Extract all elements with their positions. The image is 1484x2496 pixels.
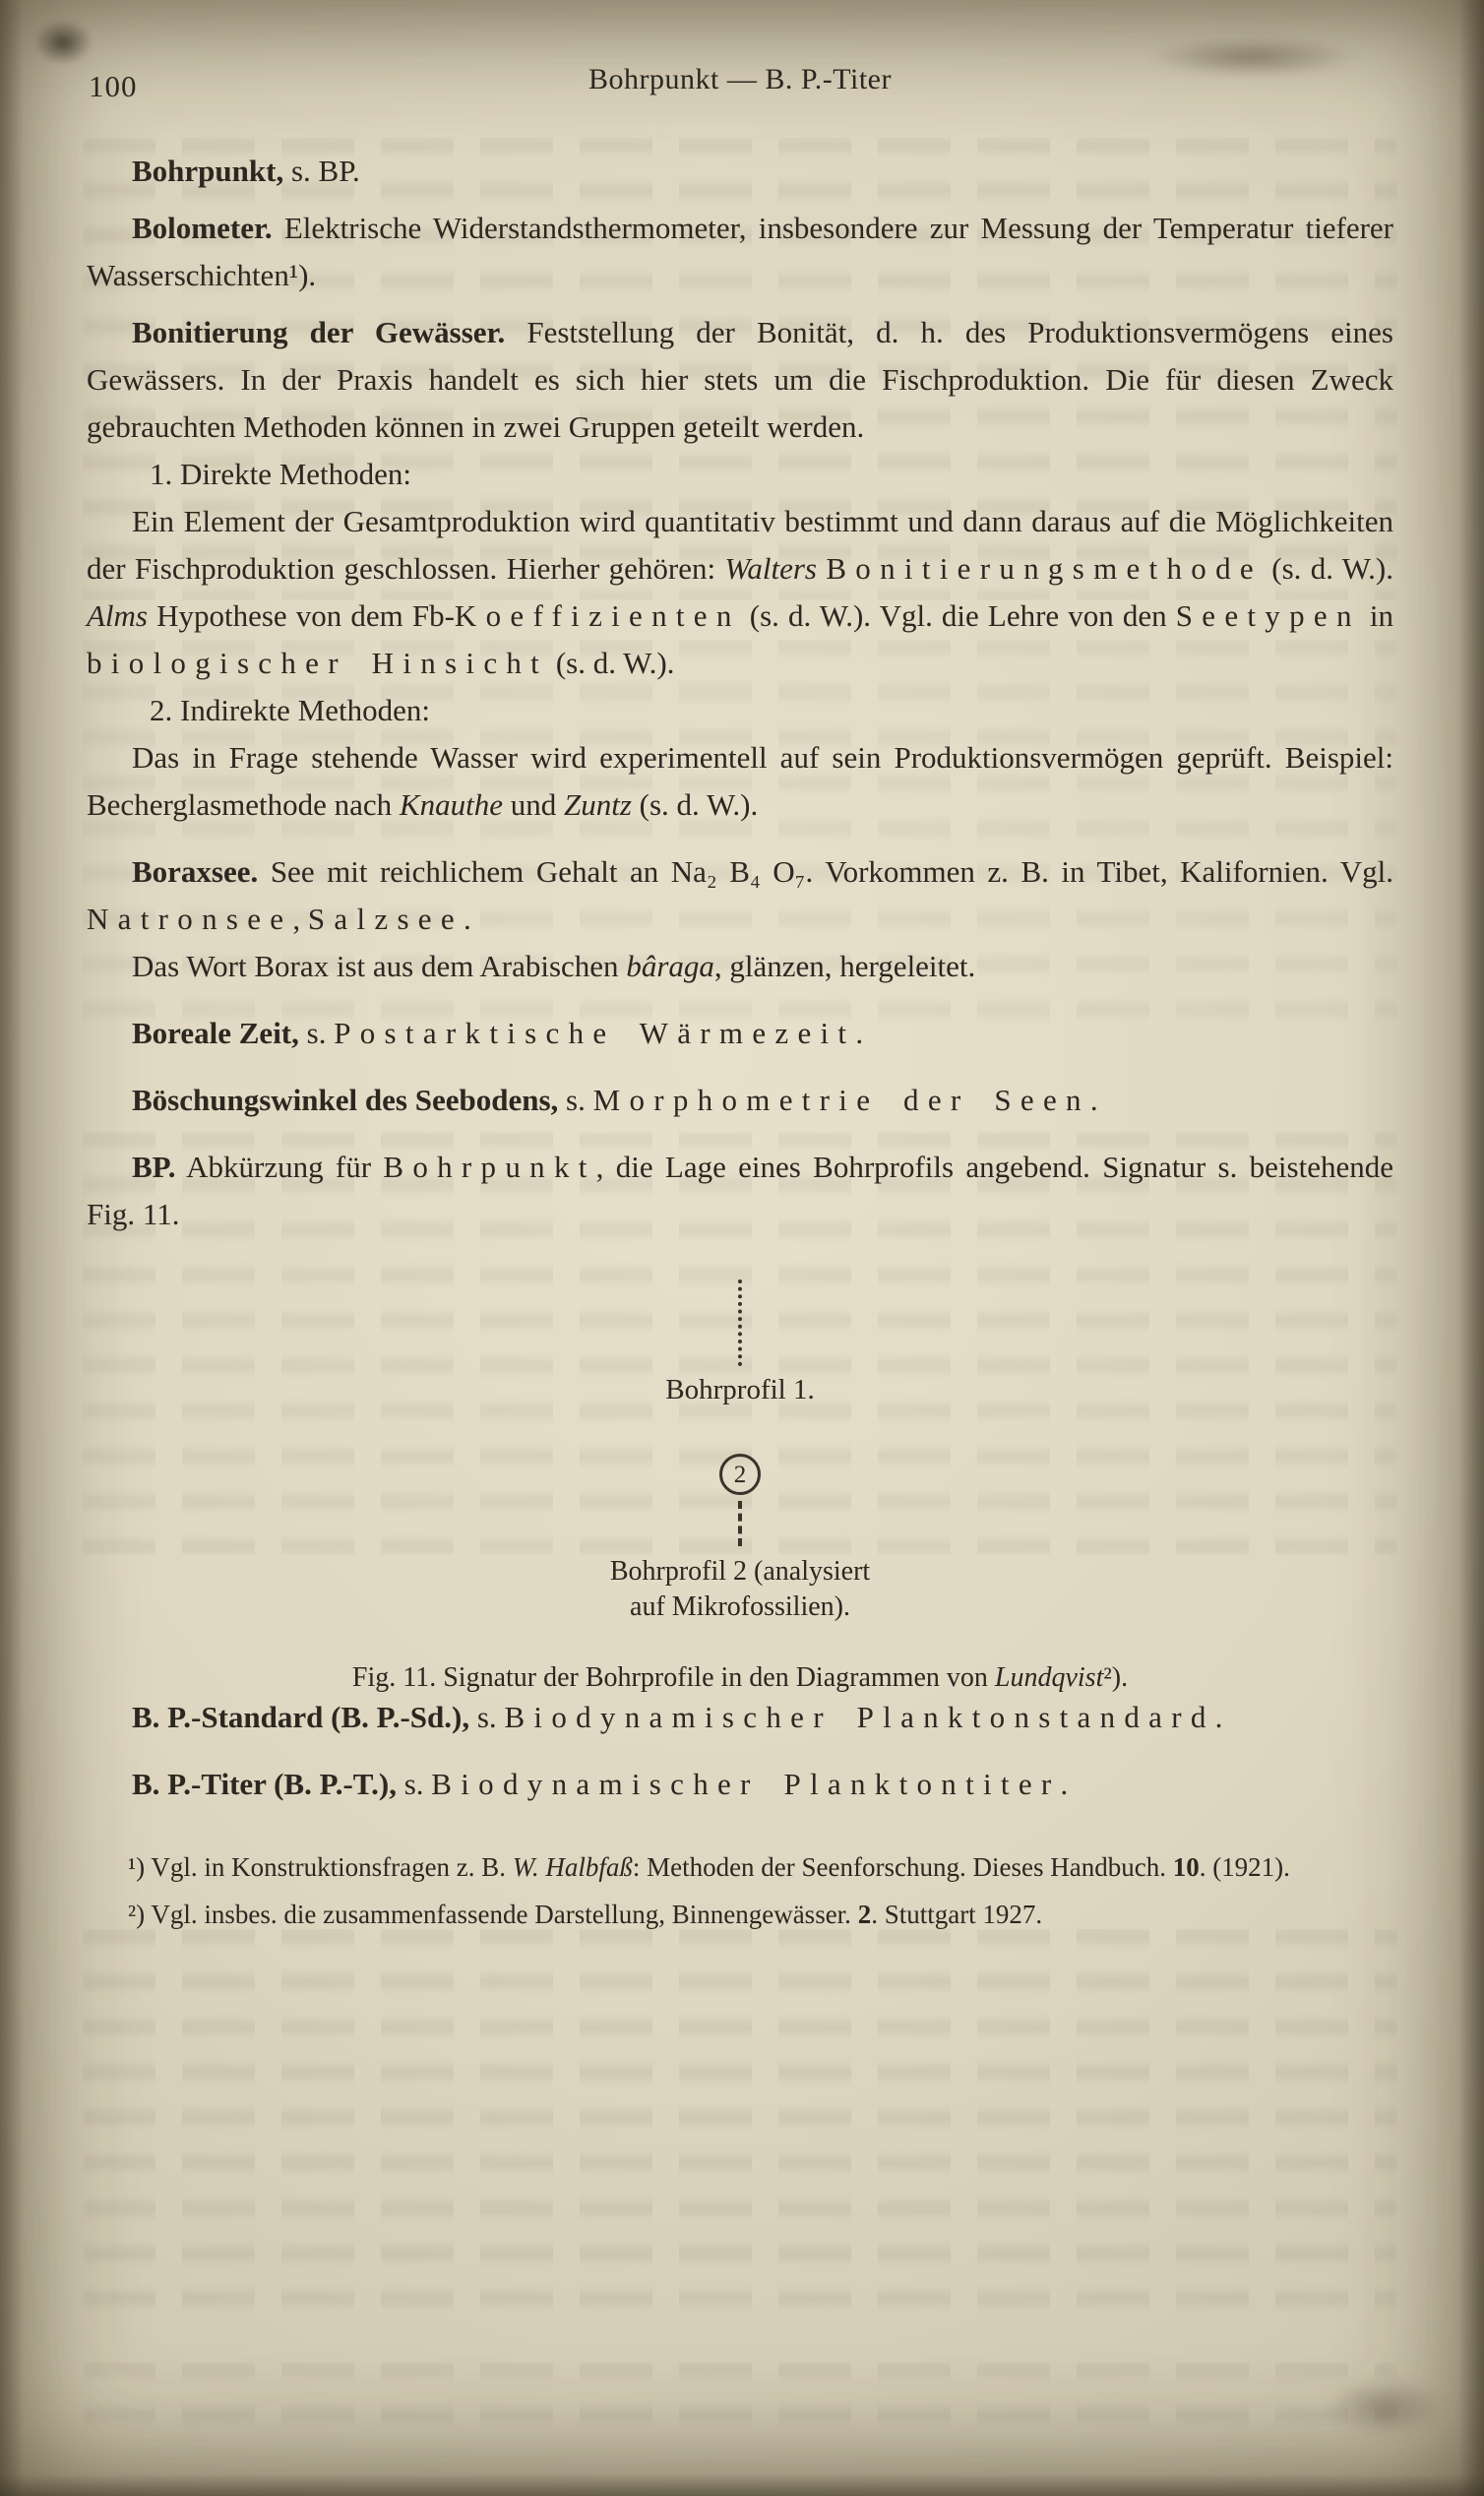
text-run: Das in Frage stehende Wasser wird experimentell auf sein Produktionsvermögen geprüft. Beispiel: Becherglasmethode nach [87, 740, 1393, 822]
body-text-upper [87, 148, 1393, 1238]
text-run: Feststellung der Bonität, d. h. des Produktionsvermögens eines Gewässers. In der Praxis handelt es sich hier stets um die Fischproduktion. Die für diesen Zweck gebrauchten Methoden können in zwei Gruppen geteilt werden. [87, 315, 1393, 444]
paragraph [87, 734, 1393, 829]
text-run: , glänzen, hergeleitet. [713, 949, 976, 983]
text-run: Koeffizienten [454, 598, 741, 633]
text-run: ¹) Vgl. in Konstruktionsfragen z. B. [128, 1852, 513, 1882]
paragraph [87, 1694, 1393, 1741]
page-edge-shadow [1458, 0, 1484, 2496]
text-run: (s. d. W.). [631, 787, 759, 822]
bleedthrough-overlay [83, 1929, 1397, 2313]
paragraph [87, 1077, 1393, 1124]
text-run: . [1060, 1767, 1069, 1801]
text-run: Das Wort Borax ist aus dem Arabischen [132, 949, 627, 983]
paragraph [87, 848, 1393, 943]
text-run: , die Lage eines Bohrprofils angebend. Signatur s. beistehende Fig. 11. [87, 1150, 1393, 1231]
scan-smudge [1327, 2378, 1445, 2437]
figure-11 [87, 1279, 1393, 1694]
text-run: bâraga [626, 949, 714, 983]
text-run: Hypothese von dem Fb- [148, 598, 455, 633]
text-run: . (1921). [1199, 1852, 1290, 1882]
text-run: B. P.-Titer (B. P.-T.), [132, 1767, 397, 1801]
text-run: s. [396, 1767, 432, 1801]
borehole-2-dashed-line-icon [738, 1501, 742, 1546]
text-run: . [855, 1016, 864, 1050]
text-run: . [463, 902, 471, 936]
paragraph [87, 943, 1393, 990]
text-run: Böschungswinkel des Seebodens, [132, 1083, 559, 1117]
paragraph [87, 1847, 1393, 1887]
borehole-2-symbol-wrap [87, 1454, 1393, 1495]
paragraph [87, 148, 1393, 195]
text-run: Bohrpunkt [383, 1150, 596, 1184]
figure-caption [87, 1662, 1393, 1694]
text-run: Bohrpunkt, [132, 154, 284, 188]
running-title: Bohrpunkt — B. P.-Titer [588, 63, 892, 95]
text-run: See mit reichlichem Gehalt an Na₂ B₄ O₇. Vorkommen z. B. in Tibet, Kalifornien. Vgl. [258, 854, 1393, 889]
text-run: : Methoden der Seenforschung. Dieses Handbuch. [632, 1852, 1173, 1882]
text-run: ²) Vgl. insbes. die zusammenfassende Darstellung, Binnengewässer. [128, 1900, 858, 1929]
text-run: Postarktische Wärmezeit [334, 1016, 856, 1050]
text-run: s. BP. [283, 154, 360, 188]
text-run: Bonitierung der Gewässer. [132, 315, 506, 349]
text-run: 10 [1172, 1852, 1200, 1882]
text-run: Fig. 11. Signatur der Bohrprofile in den Diagrammen von [351, 1662, 995, 1693]
paragraph [87, 309, 1393, 451]
text-run: (s. d. W.). [548, 646, 675, 680]
text-run: . Stuttgart 1927. [871, 1900, 1043, 1929]
text-run: Salzsee [307, 902, 464, 936]
text-run: (s. d. W.). [1262, 551, 1393, 586]
page-header [87, 61, 1393, 106]
text-run: 2. Indirekte Methoden: [150, 693, 430, 727]
paragraph [87, 687, 1393, 734]
text-run: s. [469, 1700, 505, 1734]
text-run: B. P.-Standard (B. P.-Sd.), [132, 1700, 470, 1734]
paragraph [87, 451, 1393, 498]
text-run: , [292, 902, 308, 936]
text-run: Seetypen [1175, 598, 1361, 633]
paragraph [87, 1144, 1393, 1238]
text-run: Natronsee [87, 902, 293, 936]
body-text-lower [87, 1694, 1393, 1808]
text-run: W. Halbfaß [512, 1852, 633, 1882]
page-edge-shadow [0, 2474, 1484, 2496]
text-run: . [1214, 1700, 1223, 1734]
paragraph [87, 1761, 1393, 1808]
page-number: 100 [89, 69, 138, 103]
paragraph [87, 498, 1393, 687]
figure-profile2-label-line1: Bohrprofil 2 (analysiert [609, 1556, 871, 1587]
text-run: ²). [1103, 1662, 1129, 1693]
figure-profile1-label: Bohrprofil 1. [665, 1374, 815, 1405]
scan-smudge [33, 20, 93, 65]
text-run: Ein Element der Gesamtproduktion wird quantitativ bestimmt und dann daraus auf die Möglichkeiten der Fischproduktion geschlossen. Hierher gehören: [87, 504, 1393, 586]
bleedthrough-overlay [83, 2362, 1397, 2451]
text-run: Boreale Zeit, [132, 1016, 299, 1050]
text-run: Lundqvist [994, 1662, 1104, 1693]
borehole-2-circle-icon: 2 [719, 1454, 761, 1495]
footnotes [87, 1847, 1393, 1934]
text-run: 2 [857, 1900, 872, 1929]
text-run: s. [298, 1016, 335, 1050]
text-run: Alms [87, 598, 148, 633]
text-run: Elektrische Widerstandsthermometer, insbesondere zur Messung der Temperatur tieferer Wasserschichten¹). [87, 211, 1393, 292]
text-run: in [1360, 598, 1393, 633]
text-run: und [502, 787, 564, 822]
figure-profile2-label-line2: auf Mikrofossilien). [630, 1591, 850, 1622]
text-run: Zuntz [563, 787, 632, 822]
paragraph [87, 205, 1393, 299]
borehole-1-dotted-line-icon [738, 1279, 742, 1366]
text-run [817, 551, 826, 586]
text-run: s. [558, 1083, 593, 1117]
text-run: Knauthe [399, 787, 503, 822]
text-run: Bonitierungsmethode [826, 551, 1263, 586]
text-run: Biodynamischer Planktontiter [431, 1767, 1061, 1801]
text-run: Walters [724, 551, 817, 586]
paragraph [87, 1010, 1393, 1057]
text-run: BP. [132, 1150, 176, 1184]
text-run: 1. Direkte Methoden: [150, 457, 412, 491]
text-run: Biodynamischer Planktonstandard [504, 1700, 1215, 1734]
text-run: (s. d. W.). Vgl. die Lehre von den [740, 598, 1176, 633]
text-run: Boraxsee. [132, 854, 259, 889]
text-run: Abkürzung für [175, 1150, 384, 1184]
page-content [87, 61, 1393, 1934]
text-run: Bolometer. [132, 211, 273, 245]
text-run: biologischer Hinsicht [87, 646, 549, 680]
text-run: . [1089, 1083, 1098, 1117]
page-edge-shadow [0, 0, 24, 2496]
paragraph [87, 1895, 1393, 1934]
text-run: Morphometrie der Seen [592, 1083, 1090, 1117]
